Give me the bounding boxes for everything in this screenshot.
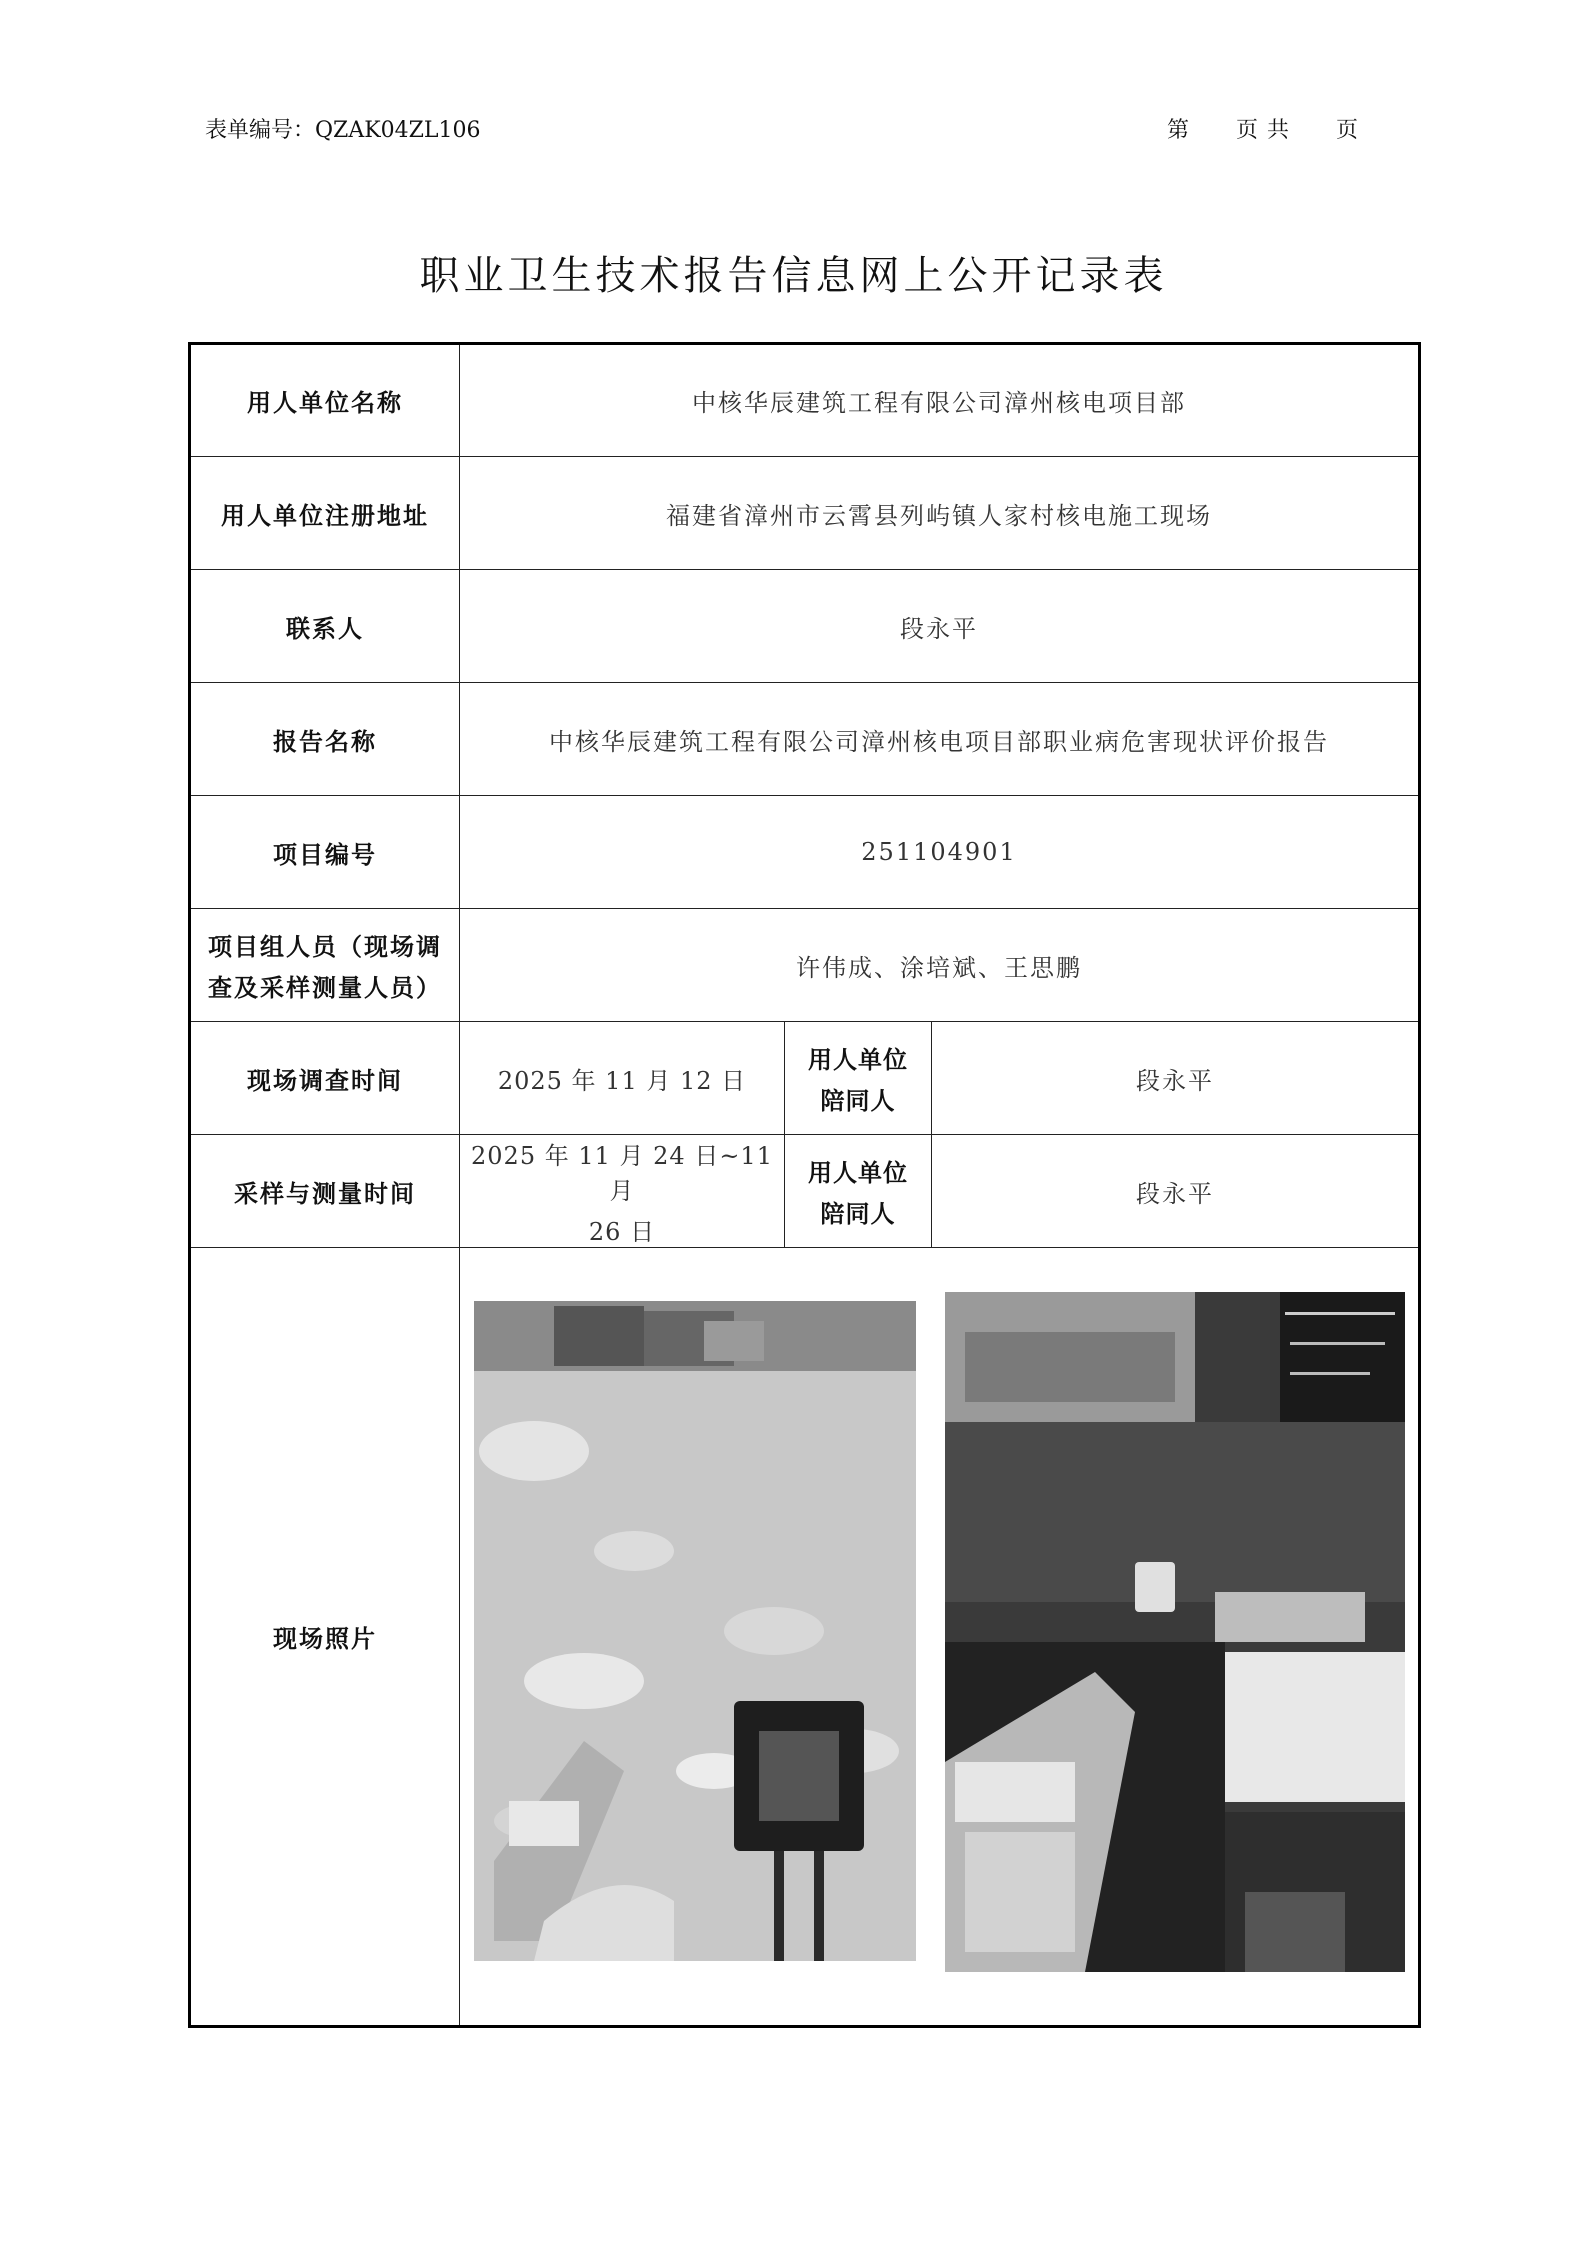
value-employer-name: 中核华辰建筑工程有限公司漳州核电项目部 [460, 344, 1420, 457]
page-number [1167, 113, 1359, 144]
label-team [190, 909, 460, 1022]
value-survey-time: 2025 年 11 月 12 日 [460, 1022, 785, 1135]
label-survey-time: 现场调查时间 [190, 1022, 460, 1135]
value-report-name: 中核华辰建筑工程有限公司漳州核电项目部职业病危害现状评价报告 [460, 683, 1420, 796]
page-label-1: 第 [1167, 118, 1191, 143]
label-contact: 联系人 [190, 570, 460, 683]
form-number: 表单编号：QZAK04ZL106 [205, 118, 481, 143]
value-project-no: 251104901 [460, 796, 1420, 909]
value-sampling-companion: 段永平 [932, 1135, 1420, 1248]
page-label-3: 页 [1336, 118, 1360, 143]
row-report-name [190, 683, 1420, 796]
label-sampling-companion [785, 1135, 932, 1248]
page-label-2: 页 共 [1236, 118, 1291, 143]
label-sampling-companion-line1: 用人单位 [808, 1158, 908, 1187]
site-photo-quarry [474, 1301, 916, 1961]
site-photo-machinery [945, 1292, 1405, 1972]
record-table [188, 342, 1421, 2028]
row-employer-address [190, 457, 1420, 570]
row-photos [190, 1248, 1420, 2027]
row-project-no [190, 796, 1420, 909]
row-contact [190, 570, 1420, 683]
label-employer-address: 用人单位注册地址 [190, 457, 460, 570]
label-photos: 现场照片 [190, 1248, 460, 2027]
value-sampling-time-line1: 2025 年 11 月 24 日~11 月 [471, 1141, 773, 1205]
label-survey-companion-line2: 陪同人 [820, 1086, 896, 1115]
label-sampling-companion-line2: 陪同人 [820, 1199, 896, 1228]
value-survey-companion: 段永平 [932, 1022, 1420, 1135]
row-team [190, 909, 1420, 1022]
label-survey-companion [785, 1022, 932, 1135]
page-title: 职业卫生技术报告信息网上公开记录表 [419, 253, 1168, 299]
value-sampling-time-line2: 26 日 [588, 1217, 656, 1246]
value-team: 许伟成、涂培斌、王思鹏 [460, 909, 1420, 1022]
photos-cell [460, 1248, 1420, 2027]
row-survey-time [190, 1022, 1420, 1135]
label-employer-name: 用人单位名称 [190, 344, 460, 457]
label-sampling-time: 采样与测量时间 [190, 1135, 460, 1248]
row-sampling-time [190, 1135, 1420, 1248]
label-survey-companion-line1: 用人单位 [808, 1045, 908, 1074]
value-sampling-time [460, 1135, 785, 1248]
label-report-name: 报告名称 [190, 683, 460, 796]
label-team-line1: 项目组人员（现场调 [208, 932, 442, 961]
row-employer-name [190, 344, 1420, 457]
label-project-no: 项目编号 [190, 796, 460, 909]
label-team-line2: 查及采样测量人员） [208, 973, 442, 1002]
value-employer-address: 福建省漳州市云霄县列屿镇人家村核电施工现场 [460, 457, 1420, 570]
value-contact: 段永平 [460, 570, 1420, 683]
